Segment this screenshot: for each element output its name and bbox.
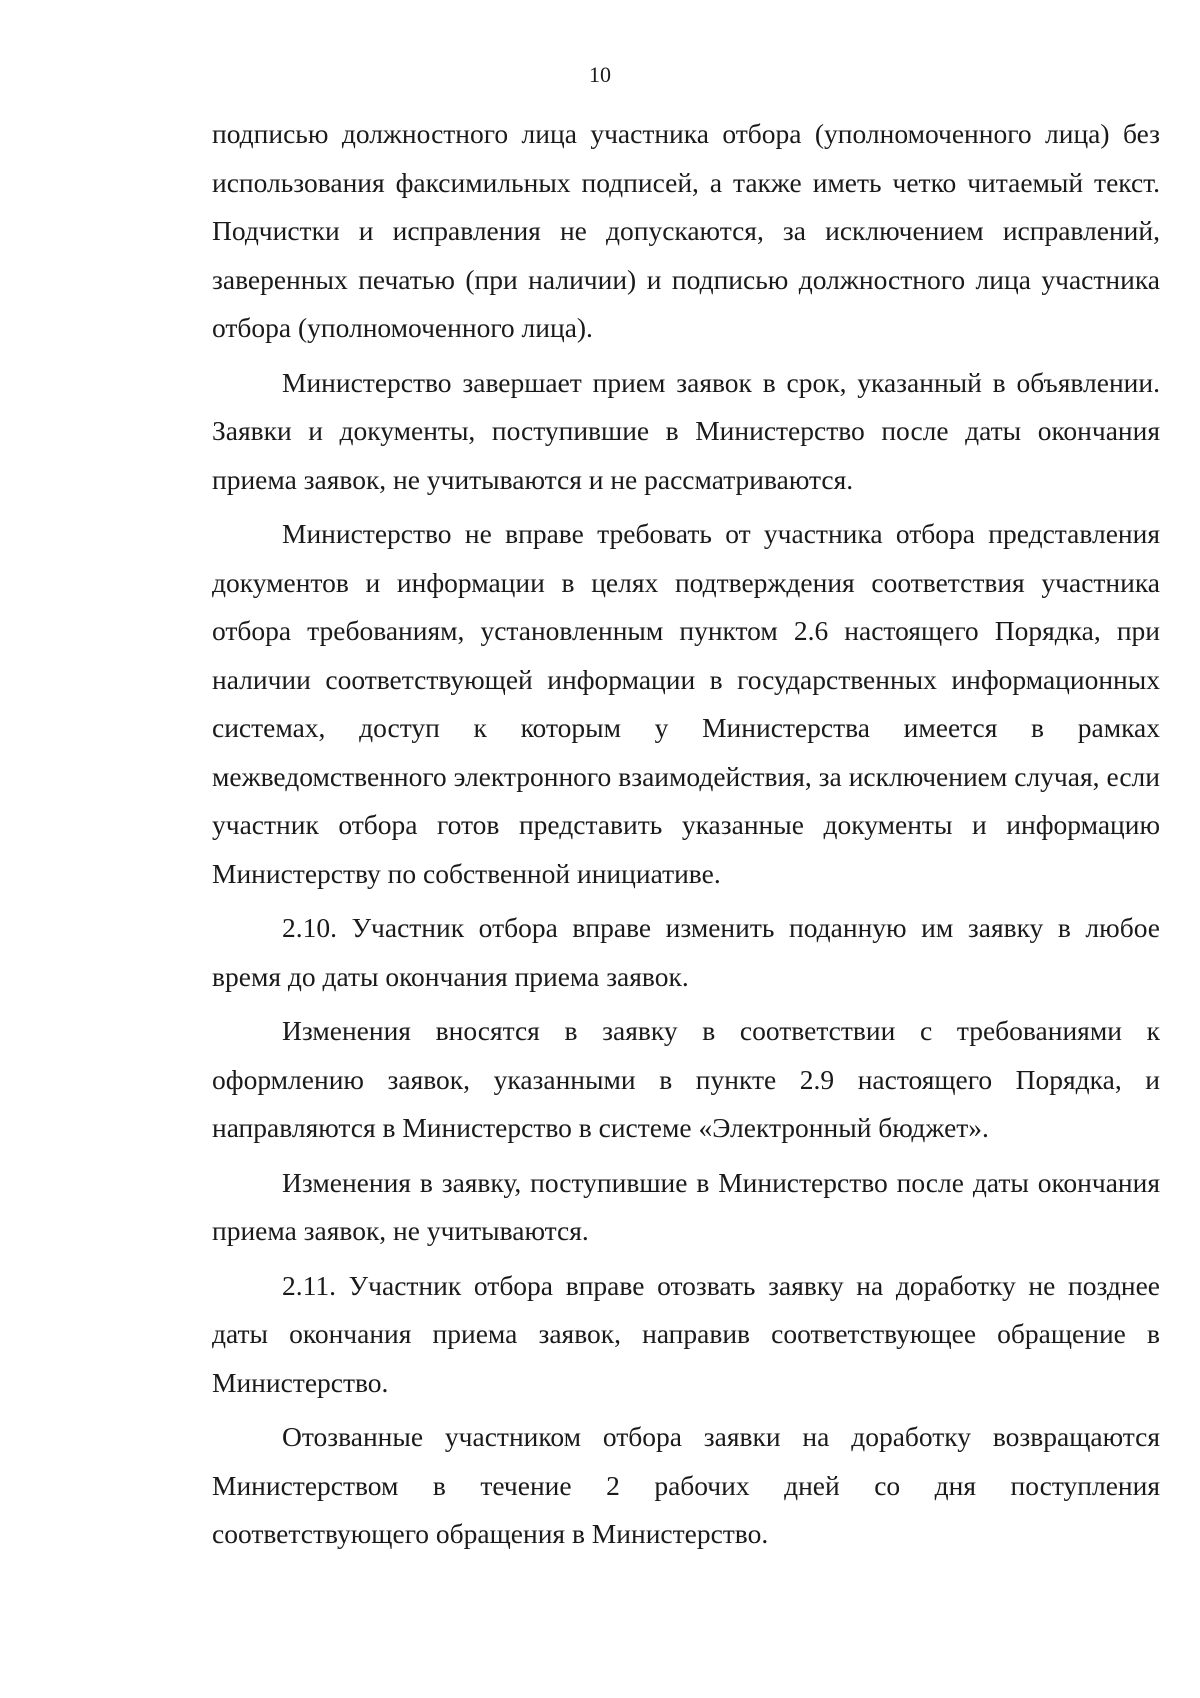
page-number: 10 <box>589 62 611 87</box>
paragraph-late-changes: Изменения в заявку, поступившие в Министерство после даты окончания приема заявок, не учитываются. <box>212 1166 1160 1246</box>
paragraph-continuation: подписью должностного лица участника отбора (уполномоченного лица) без использования факсимильных подписей, а также иметь четко читаемый текст. Подчистки и исправления не допускаются, за исключением исправлений, заверенных печатью (при наличии) и подписью должностного лица участника отбора (уполномоченного лица). <box>212 118 1160 343</box>
paragraph-changes-submission: Изменения вносятся в заявку в соответствии с требованиями к оформлению заявок, указанными в пункте 2.9 настоящего Порядка, и направляются в Министерство в системе «Электронный бюджет». <box>212 1015 1160 1143</box>
paragraph-clause-2-10: 2.10. Участник отбора вправе изменить поданную им заявку в любое время до даты окончания приема заявок. <box>212 912 1160 992</box>
paragraph-clause-2-11: 2.11. Участник отбора вправе отозвать заявку на доработку не позднее даты окончания приема заявок, направив соответствующее обращение в Министерство. <box>212 1269 1160 1398</box>
paragraph-application-deadline: Министерство завершает прием заявок в срок, указанный в объявлении. Заявки и документы, поступившие в Министерство после даты окончания приема заявок, не учитываются и не рассматриваются. <box>212 366 1160 495</box>
paragraph-withdrawn-applications: Отозванные участником отбора заявки на доработку возвращаются Министерством в течение 2 рабочих дней со дня поступления соответствующего обращения в Министерство. <box>212 1421 1160 1549</box>
paragraph-document-requirements: Министерство не вправе требовать от участника отбора представления документов и информации в целях подтверждения соответствия участника отбора требованиям, установленным пунктом 2.6 настоящего Порядка, при наличии соответствующей информации в государственных информационных системах, доступ к которым у Министерства имеется в рамках межведомственного электронного взаимодействия, за исключением случая, если участник отбора готов представить указанные документы и информацию Министерству по собственной инициативе. <box>212 518 1160 889</box>
document-body <box>212 110 1160 1559</box>
